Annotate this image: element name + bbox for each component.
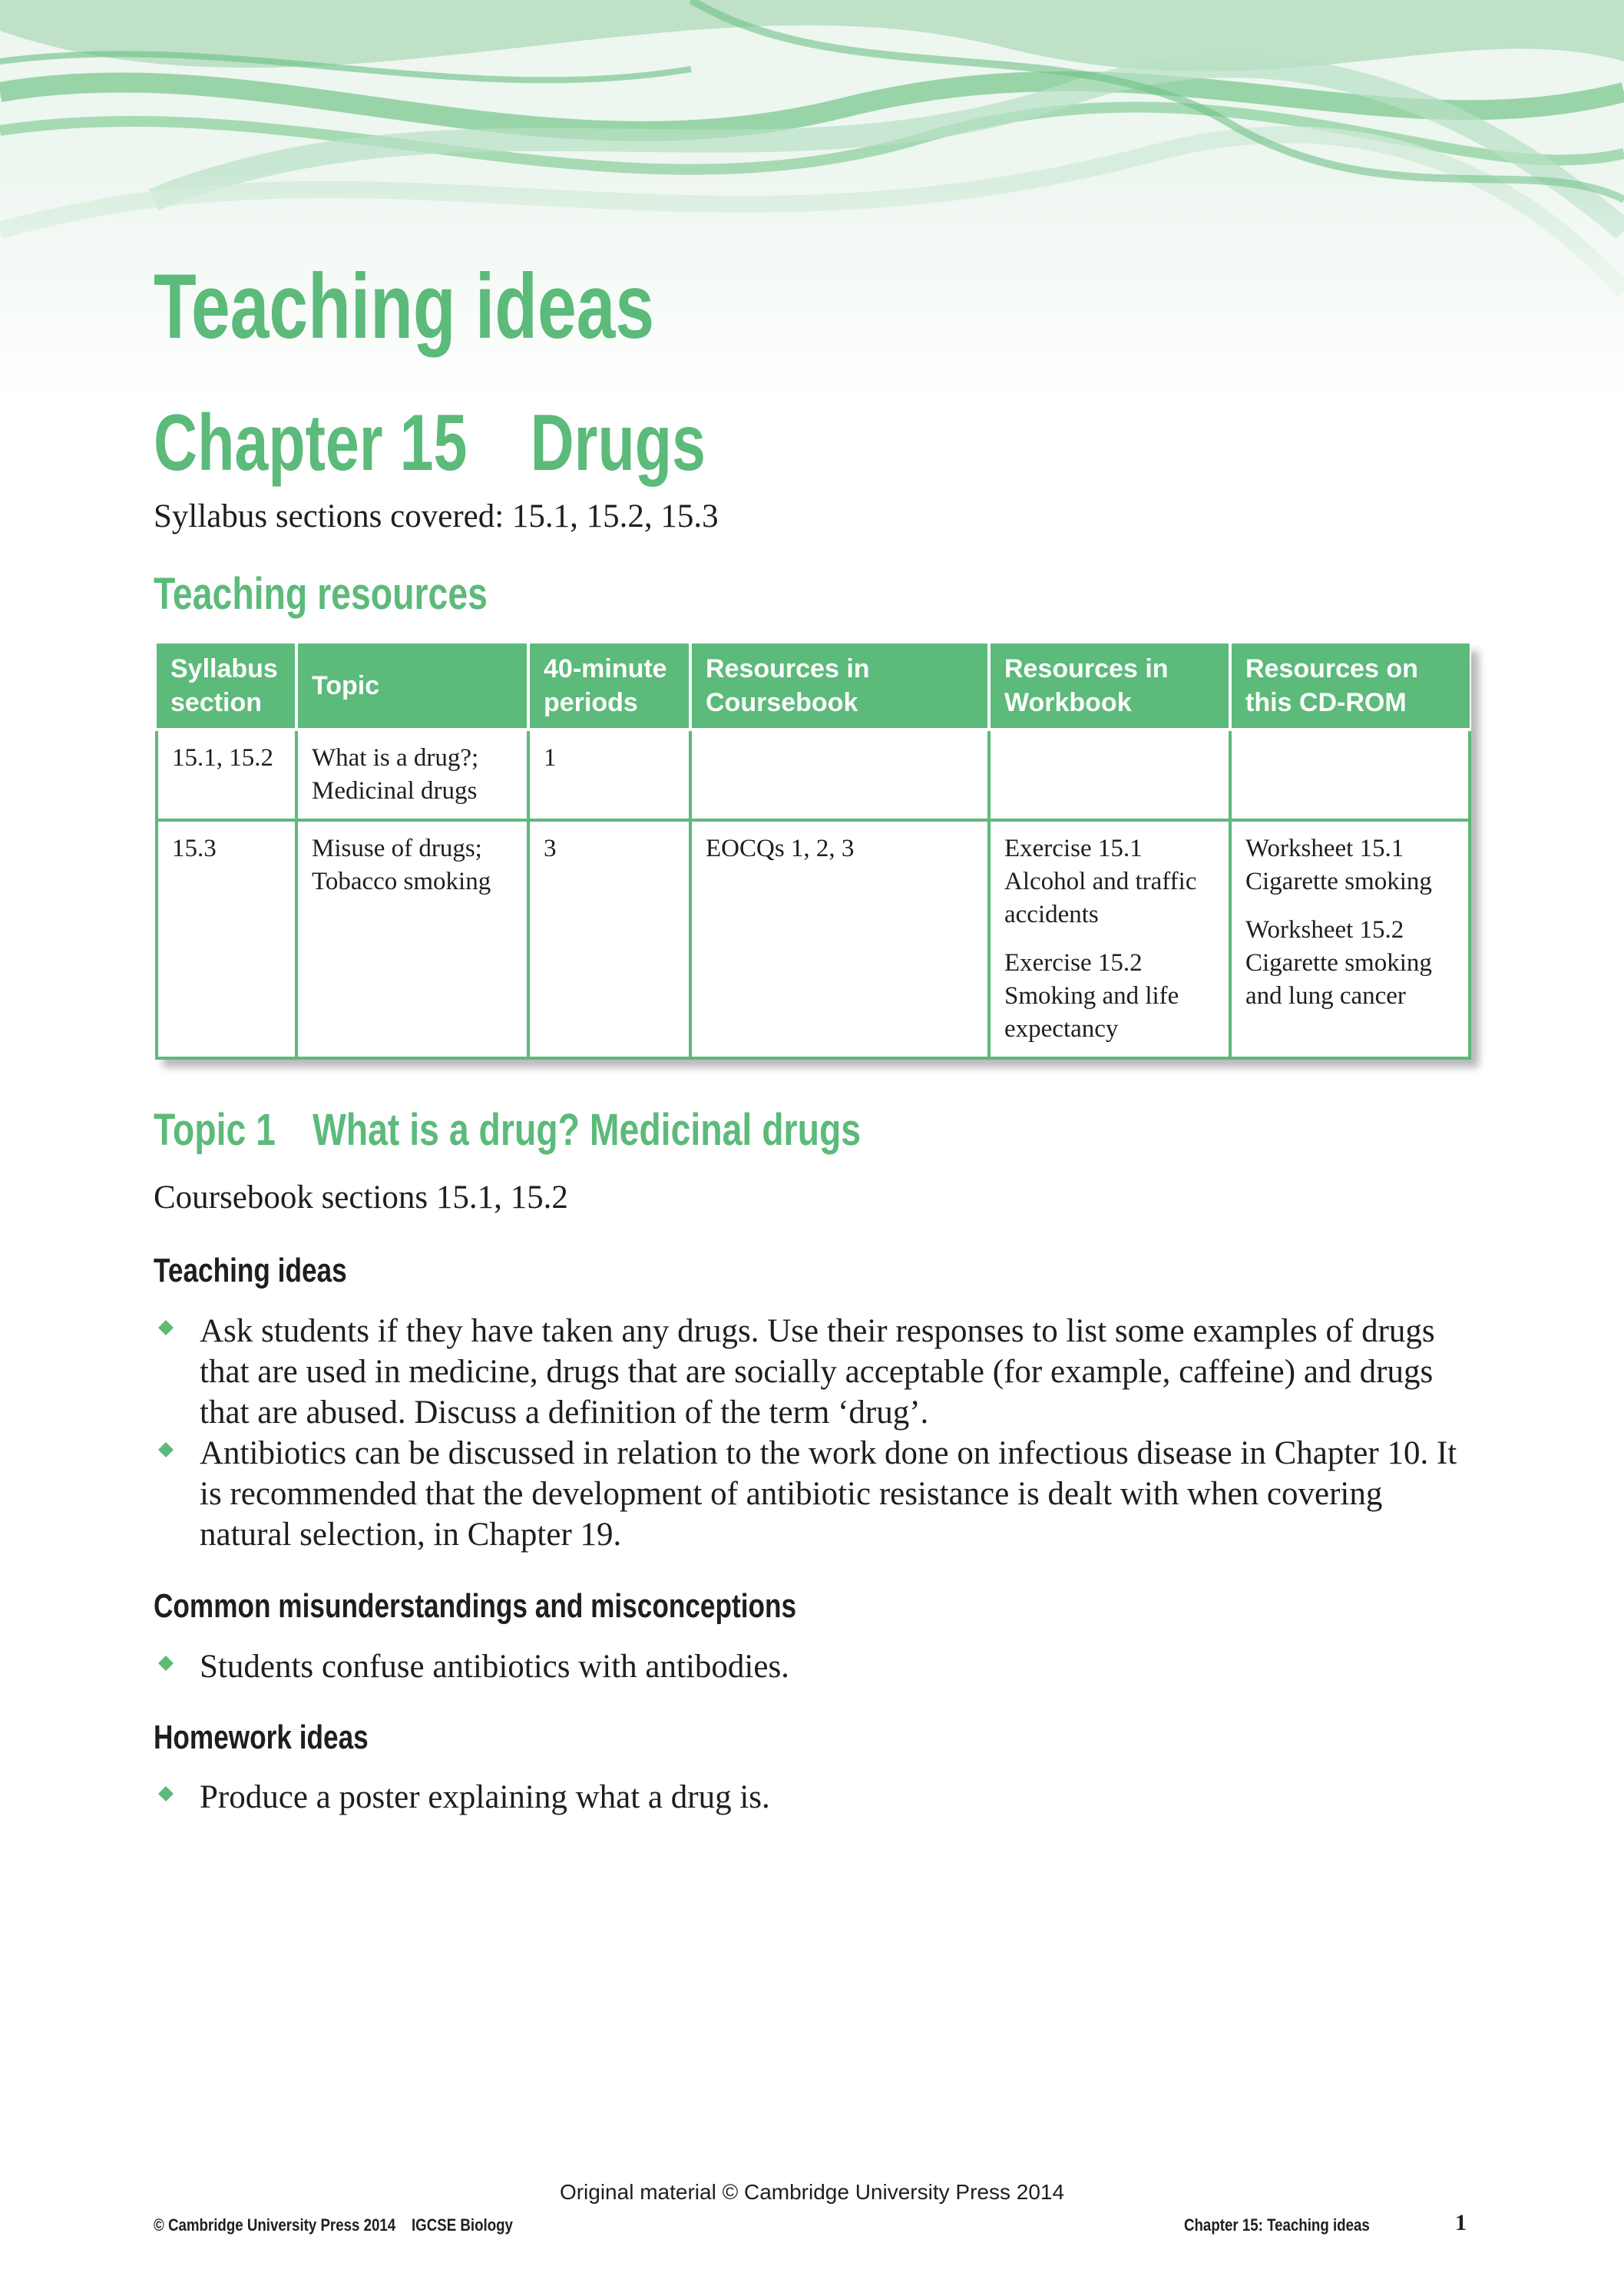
page-title: Teaching ideas [154,255,655,358]
topic-number: Topic 1 [154,1105,276,1155]
homework-ideas-subheading: Homework ideas [154,1719,369,1756]
column-header: Resources in Coursebook [690,643,989,729]
table-cell-section: 15.1, 15.2 [157,729,296,820]
teaching-ideas-subheading: Teaching ideas [154,1252,347,1289]
table-cell-periods: 1 [528,729,690,820]
list-item [154,1777,1474,1818]
column-header: Syllabus section [157,643,296,729]
list-item [154,1433,1474,1555]
topic-title: What is a drug? Medicinal drugs [312,1105,862,1155]
table-cell-coursebook [690,729,989,820]
table-cell-periods: 3 [528,820,690,1058]
list-item [154,1646,1474,1687]
bullet-text: Students confuse antibiotics with antibodies. [200,1649,789,1685]
diamond-bullet-icon [158,1786,174,1801]
teaching-resources-heading: Teaching resources [154,569,488,619]
diamond-bullet-icon [158,1656,174,1671]
column-header: Resources on this CD-ROM [1230,643,1470,729]
table-cell-topic: Misuse of drugs; Tobacco smoking [296,820,528,1058]
column-header: Resources in Workbook [989,643,1230,729]
column-header: 40-minute periods [528,643,690,729]
teaching-resources-table [155,643,1471,1060]
workbook-exercise: Exercise 15.2 Smoking and life expectancy [1004,949,1179,1043]
table-cell-topic: What is a drug?; Medicinal drugs [296,729,528,820]
footer-chapter-label: Chapter 15: Teaching ideas [1184,2215,1370,2235]
cdrom-worksheet: Worksheet 15.1 Cigarette smoking [1245,835,1432,895]
diamond-bullet-icon [158,1320,174,1335]
misconceptions-subheading: Common misunderstandings and misconceptions [154,1587,797,1625]
table-row [157,820,1470,1058]
table-cell-cdrom [1230,820,1470,1058]
table-cell-coursebook: EOCQs 1, 2, 3 [690,820,989,1058]
cdrom-worksheet: Worksheet 15.2 Cigarette smoking and lung cancer [1245,916,1432,1010]
original-material-notice: Original material © Cambridge University Press 2014 [559,2180,1065,2204]
table-cell-workbook [989,820,1230,1058]
table-row [157,729,1470,820]
coursebook-sections: Coursebook sections 15.1, 15.2 [154,1179,568,1216]
column-header: Topic [296,643,528,729]
table-header-row [157,643,1470,729]
bullet-text: Produce a poster explaining what a drug is. [200,1779,770,1815]
workbook-exercise: Exercise 15.1 Alcohol and traffic accidents [1004,835,1197,928]
diamond-bullet-icon [158,1442,174,1457]
table-cell-section: 15.3 [157,820,296,1058]
chapter-number: Chapter 15 [154,399,468,488]
page-number: 1 [1455,2210,1467,2235]
chapter-title [154,398,706,489]
footer-copyright: © Cambridge University Press 2014 IGCSE Biology [154,2215,513,2235]
table-cell-cdrom [1230,729,1470,820]
table-cell-workbook [989,729,1230,820]
list-item [154,1311,1474,1433]
syllabus-sections: Syllabus sections covered: 15.1, 15.2, 15.3 [154,498,719,534]
topic-heading [154,1104,861,1156]
bullet-text: Antibiotics can be discussed in relation to the work done on infectious disease in Chapter 10. It is recommended that the development of antibiotic resistance is dealt with when covering natural selection, in Chapter 19. [200,1435,1457,1553]
chapter-name: Drugs [530,399,706,488]
bullet-text: Ask students if they have taken any drugs. Use their responses to list some examples of drugs that are used in medicine, drugs that are socially acceptable (for example, caffeine) and drugs that are abused. Discuss a definition of the term ‘drug’. [200,1313,1435,1431]
